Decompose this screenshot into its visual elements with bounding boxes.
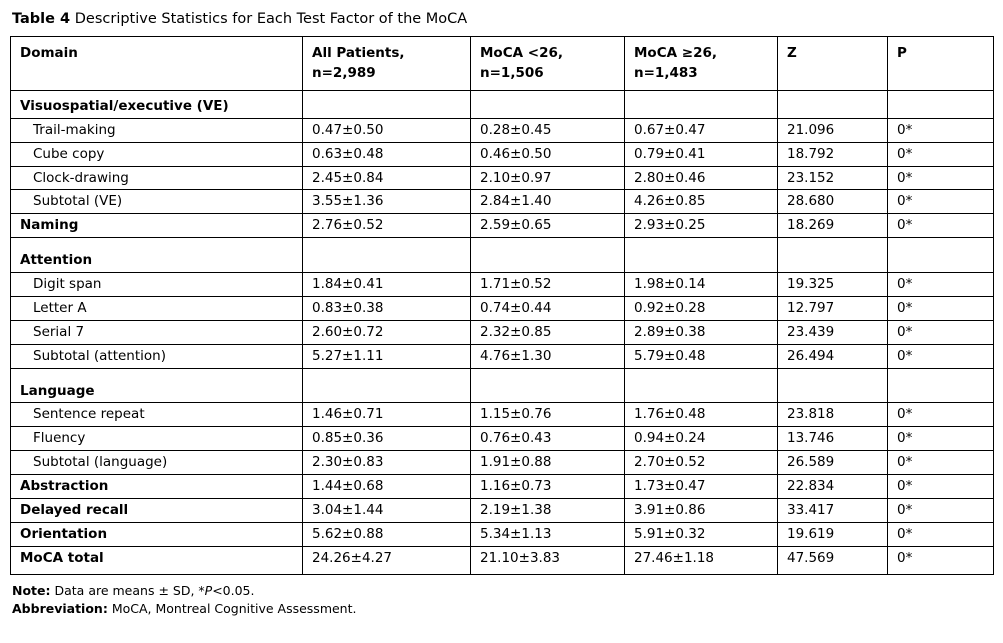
- value-p: 0*: [897, 478, 913, 494]
- value-z-cell: [778, 118, 888, 142]
- value-p-cell: [888, 238, 994, 273]
- value-all-patients: 2.60±0.72: [312, 323, 384, 340]
- row-label-cell: [11, 166, 303, 190]
- value-moca-ge26-cell: [625, 190, 778, 214]
- value-moca-ge26-cell: [625, 475, 778, 499]
- table-row: [11, 368, 994, 403]
- value-moca-ge26-cell: [625, 214, 778, 238]
- row-label: Subtotal (attention): [33, 347, 166, 364]
- value-z-cell: [778, 214, 888, 238]
- row-label-cell: [11, 403, 303, 427]
- value-z-cell: [778, 427, 888, 451]
- value-moca-lt26-cell: [471, 451, 625, 475]
- value-p-cell: [888, 166, 994, 190]
- value-moca-lt26-cell: [471, 475, 625, 499]
- value-all-patients-cell: [303, 403, 471, 427]
- table-row: [11, 118, 994, 142]
- value-p-cell: [888, 344, 994, 368]
- row-label: Delayed recall: [20, 501, 129, 518]
- value-moca-lt26: 5.34±1.13: [480, 525, 552, 542]
- row-label: Language: [20, 382, 95, 399]
- value-moca-ge26-cell: [625, 118, 778, 142]
- value-p: 0*: [897, 169, 913, 186]
- abbreviation-label: Abbreviation:: [12, 600, 108, 616]
- value-moca-lt26-cell: [471, 90, 625, 118]
- header-line1: P: [897, 45, 907, 62]
- value-moca-ge26-cell: [625, 142, 778, 166]
- value-all-patients-cell: [303, 368, 471, 403]
- value-moca-lt26-cell: [471, 118, 625, 142]
- value-z: 26.494: [787, 347, 835, 364]
- value-p: 0*: [897, 347, 913, 364]
- value-moca-lt26-cell: [471, 273, 625, 297]
- value-z: 18.792: [787, 145, 835, 162]
- table-row: [11, 475, 994, 499]
- header-line1: MoCA ≥26,: [634, 45, 717, 62]
- value-p: 0*: [897, 299, 913, 316]
- value-z-cell: [778, 90, 888, 118]
- value-moca-lt26: 0.28±0.45: [480, 121, 552, 138]
- value-z: 21.096: [787, 121, 835, 138]
- value-p-cell: [888, 273, 994, 297]
- table-row: [11, 166, 994, 190]
- value-all-patients-cell: [303, 320, 471, 344]
- row-label-cell: [11, 498, 303, 522]
- value-moca-lt26: 2.32±0.85: [480, 323, 552, 340]
- value-all-patients-cell: [303, 296, 471, 320]
- row-label-cell: [11, 344, 303, 368]
- value-p-cell: [888, 522, 994, 546]
- value-moca-ge26: 27.46±1.18: [634, 549, 715, 566]
- abbreviation-line: [12, 600, 993, 618]
- header-line2: n=1,506: [480, 65, 544, 81]
- header-cell-all-patients: [303, 37, 471, 91]
- value-moca-ge26-cell: [625, 296, 778, 320]
- value-p-cell: [888, 190, 994, 214]
- value-moca-lt26: 2.19±1.38: [480, 501, 552, 518]
- table-row: [11, 190, 994, 214]
- value-moca-ge26-cell: [625, 522, 778, 546]
- value-moca-ge26: 5.91±0.32: [634, 525, 706, 542]
- table-row: [11, 214, 994, 238]
- table-row: [11, 451, 994, 475]
- value-moca-lt26: 1.71±0.52: [480, 276, 552, 292]
- table-row: [11, 142, 994, 166]
- value-moca-ge26-cell: [625, 451, 778, 475]
- value-p-cell: [888, 451, 994, 475]
- value-p: 0*: [897, 549, 913, 566]
- value-moca-ge26: 2.93±0.25: [634, 217, 706, 234]
- header-line1: MoCA <26,: [480, 45, 563, 62]
- value-moca-ge26: 2.89±0.38: [634, 323, 706, 340]
- value-z-cell: [778, 522, 888, 546]
- value-all-patients: 2.45±0.84: [312, 169, 384, 186]
- value-p: 0*: [897, 430, 913, 447]
- table-row: [11, 403, 994, 427]
- value-z: 23.439: [787, 323, 835, 340]
- header-line1: Z: [787, 45, 797, 62]
- value-all-patients: 0.83±0.38: [312, 299, 384, 316]
- header-cell-domain: [11, 37, 303, 91]
- value-all-patients: 1.84±0.41: [312, 276, 384, 292]
- row-label: Naming: [20, 217, 79, 234]
- row-label-cell: [11, 190, 303, 214]
- row-label: Visuospatial/executive (VE): [20, 97, 229, 114]
- value-moca-lt26-cell: [471, 166, 625, 190]
- value-z-cell: [778, 320, 888, 344]
- caption-label: Table 4: [12, 11, 71, 27]
- value-p: 0*: [897, 406, 913, 423]
- value-all-patients-cell: [303, 475, 471, 499]
- value-moca-lt26-cell: [471, 427, 625, 451]
- value-p-cell: [888, 475, 994, 499]
- value-z-cell: [778, 498, 888, 522]
- abbreviation-text: MoCA, Montreal Cognitive Assessment.: [111, 600, 357, 616]
- value-moca-lt26-cell: [471, 403, 625, 427]
- value-moca-lt26-cell: [471, 522, 625, 546]
- value-all-patients: 0.47±0.50: [312, 121, 384, 138]
- value-all-patients: 5.62±0.88: [312, 525, 384, 542]
- value-moca-lt26: 0.74±0.44: [480, 299, 552, 316]
- row-label: Letter A: [33, 299, 87, 316]
- value-moca-lt26: 1.16±0.73: [480, 478, 552, 494]
- value-z-cell: [778, 546, 888, 574]
- value-p-cell: [888, 214, 994, 238]
- value-moca-ge26-cell: [625, 320, 778, 344]
- header-line1: Domain: [20, 45, 78, 62]
- value-p: 0*: [897, 501, 913, 518]
- value-z-cell: [778, 166, 888, 190]
- row-label: Serial 7: [33, 323, 85, 340]
- value-moca-lt26-cell: [471, 368, 625, 403]
- value-all-patients-cell: [303, 166, 471, 190]
- value-all-patients-cell: [303, 451, 471, 475]
- table-row: [11, 546, 994, 574]
- note-text-2: <0.05.: [212, 582, 255, 598]
- row-label-cell: [11, 238, 303, 273]
- value-all-patients-cell: [303, 142, 471, 166]
- value-z: 26.589: [787, 454, 835, 471]
- value-p-cell: [888, 546, 994, 574]
- value-z-cell: [778, 403, 888, 427]
- value-all-patients: 2.76±0.52: [312, 217, 384, 234]
- value-moca-ge26-cell: [625, 166, 778, 190]
- descriptive-statistics-table: [10, 36, 994, 574]
- value-z: 22.834: [787, 478, 835, 494]
- value-z: 18.269: [787, 217, 835, 234]
- value-moca-lt26: 4.76±1.30: [480, 347, 552, 364]
- row-label: Orientation: [20, 525, 108, 542]
- row-label: Sentence repeat: [33, 406, 145, 423]
- value-moca-lt26-cell: [471, 190, 625, 214]
- value-all-patients-cell: [303, 190, 471, 214]
- note-text-1: Data are means ± SD, *: [54, 582, 205, 598]
- value-moca-ge26: 2.70±0.52: [634, 454, 706, 471]
- value-all-patients-cell: [303, 90, 471, 118]
- value-p: 0*: [897, 217, 913, 234]
- value-moca-ge26: 2.80±0.46: [634, 169, 706, 186]
- row-label-cell: [11, 296, 303, 320]
- value-moca-ge26: 1.98±0.14: [634, 276, 706, 292]
- value-p: 0*: [897, 525, 913, 542]
- note-label: Note:: [12, 582, 51, 598]
- value-moca-lt26: 0.76±0.43: [480, 430, 552, 447]
- value-all-patients-cell: [303, 238, 471, 273]
- value-z: 23.152: [787, 169, 835, 186]
- note-italic-p: P: [204, 582, 213, 598]
- value-all-patients: 0.85±0.36: [312, 430, 384, 447]
- row-label: Abstraction: [20, 478, 109, 494]
- value-p-cell: [888, 90, 994, 118]
- value-moca-lt26: 2.59±0.65: [480, 217, 552, 234]
- value-moca-ge26-cell: [625, 498, 778, 522]
- table-body: [11, 90, 994, 574]
- value-moca-lt26-cell: [471, 142, 625, 166]
- row-label-cell: [11, 451, 303, 475]
- value-moca-ge26-cell: [625, 427, 778, 451]
- value-moca-ge26: 0.79±0.41: [634, 145, 706, 162]
- row-label: Subtotal (VE): [33, 193, 123, 210]
- value-moca-lt26-cell: [471, 320, 625, 344]
- value-moca-lt26: 2.84±1.40: [480, 193, 552, 210]
- table-row: [11, 344, 994, 368]
- row-label: Cube copy: [33, 145, 105, 162]
- row-label-cell: [11, 90, 303, 118]
- value-z: 19.619: [787, 525, 835, 542]
- value-all-patients: 3.55±1.36: [312, 193, 384, 210]
- table-header: [11, 37, 994, 91]
- value-moca-ge26: 0.67±0.47: [634, 121, 706, 138]
- value-moca-ge26-cell: [625, 546, 778, 574]
- value-z-cell: [778, 368, 888, 403]
- value-moca-lt26-cell: [471, 238, 625, 273]
- row-label: Attention: [20, 252, 93, 269]
- value-p: 0*: [897, 145, 913, 162]
- row-label: Subtotal (language): [33, 454, 168, 471]
- row-label-cell: [11, 368, 303, 403]
- row-label-cell: [11, 214, 303, 238]
- value-z-cell: [778, 238, 888, 273]
- value-moca-ge26-cell: [625, 403, 778, 427]
- header-row: [11, 37, 994, 91]
- value-p-cell: [888, 498, 994, 522]
- header-line1: All Patients,: [312, 45, 405, 62]
- value-moca-lt26: 21.10±3.83: [480, 549, 561, 566]
- value-all-patients: 5.27±1.11: [312, 347, 384, 364]
- value-moca-ge26: 4.26±0.85: [634, 193, 706, 210]
- value-moca-lt26: 0.46±0.50: [480, 145, 552, 162]
- header-line2: n=2,989: [312, 65, 376, 81]
- table-notes: [12, 582, 993, 618]
- row-label: Fluency: [33, 430, 86, 447]
- value-z-cell: [778, 190, 888, 214]
- value-z-cell: [778, 273, 888, 297]
- value-all-patients: 24.26±4.27: [312, 549, 393, 566]
- value-z: 13.746: [787, 430, 835, 447]
- value-moca-ge26-cell: [625, 90, 778, 118]
- value-all-patients-cell: [303, 498, 471, 522]
- table-row: [11, 498, 994, 522]
- value-all-patients-cell: [303, 427, 471, 451]
- value-all-patients: 2.30±0.83: [312, 454, 384, 471]
- row-label-cell: [11, 427, 303, 451]
- value-p: 0*: [897, 276, 913, 292]
- row-label: Trail-making: [33, 121, 116, 138]
- value-z-cell: [778, 475, 888, 499]
- value-p: 0*: [897, 121, 913, 138]
- value-z: 28.680: [787, 193, 835, 210]
- value-moca-lt26: 1.91±0.88: [480, 454, 552, 471]
- value-moca-lt26-cell: [471, 296, 625, 320]
- value-p-cell: [888, 427, 994, 451]
- value-moca-ge26-cell: [625, 273, 778, 297]
- value-all-patients: 1.46±0.71: [312, 406, 384, 423]
- value-all-patients-cell: [303, 344, 471, 368]
- header-cell-moca-ge26: [625, 37, 778, 91]
- note-line: [12, 582, 993, 600]
- value-all-patients-cell: [303, 118, 471, 142]
- row-label: Clock-drawing: [33, 169, 129, 186]
- value-all-patients: 0.63±0.48: [312, 145, 384, 162]
- value-moca-ge26: 5.79±0.48: [634, 347, 706, 364]
- caption-text: Descriptive Statistics for Each Test Factor of the MoCA: [74, 11, 468, 27]
- value-moca-ge26: 0.92±0.28: [634, 299, 706, 316]
- value-z-cell: [778, 451, 888, 475]
- value-p-cell: [888, 320, 994, 344]
- value-all-patients-cell: [303, 522, 471, 546]
- value-z: 19.325: [787, 276, 835, 292]
- value-moca-lt26: 2.10±0.97: [480, 169, 552, 186]
- value-moca-ge26-cell: [625, 238, 778, 273]
- header-cell-p: [888, 37, 994, 91]
- row-label-cell: [11, 546, 303, 574]
- value-all-patients-cell: [303, 546, 471, 574]
- table-row: [11, 273, 994, 297]
- row-label: MoCA total: [20, 549, 104, 566]
- row-label-cell: [11, 522, 303, 546]
- row-label-cell: [11, 142, 303, 166]
- table-row: [11, 238, 994, 273]
- header-cell-moca-lt26: [471, 37, 625, 91]
- value-all-patients-cell: [303, 273, 471, 297]
- value-z: 33.417: [787, 501, 835, 518]
- value-z-cell: [778, 142, 888, 166]
- row-label-cell: [11, 273, 303, 297]
- value-p: 0*: [897, 193, 913, 210]
- value-moca-ge26: 3.91±0.86: [634, 501, 706, 518]
- value-moca-ge26-cell: [625, 344, 778, 368]
- value-p-cell: [888, 368, 994, 403]
- value-p-cell: [888, 403, 994, 427]
- table-caption: [12, 10, 993, 28]
- value-p-cell: [888, 142, 994, 166]
- value-z: 47.569: [787, 549, 835, 566]
- value-p-cell: [888, 118, 994, 142]
- value-moca-ge26: 1.73±0.47: [634, 478, 706, 494]
- table-row: [11, 427, 994, 451]
- row-label: Digit span: [33, 276, 102, 292]
- row-label-cell: [11, 475, 303, 499]
- value-z-cell: [778, 344, 888, 368]
- value-p-cell: [888, 296, 994, 320]
- table-row: [11, 320, 994, 344]
- value-moca-ge26: 1.76±0.48: [634, 406, 706, 423]
- value-all-patients-cell: [303, 214, 471, 238]
- value-moca-lt26-cell: [471, 214, 625, 238]
- value-z: 23.818: [787, 406, 835, 423]
- value-moca-lt26-cell: [471, 498, 625, 522]
- table-row: [11, 296, 994, 320]
- value-p: 0*: [897, 454, 913, 471]
- value-moca-lt26-cell: [471, 344, 625, 368]
- value-z: 12.797: [787, 299, 835, 316]
- value-z-cell: [778, 296, 888, 320]
- value-all-patients: 1.44±0.68: [312, 478, 384, 494]
- value-moca-ge26: 0.94±0.24: [634, 430, 706, 447]
- value-moca-lt26-cell: [471, 546, 625, 574]
- table-row: [11, 522, 994, 546]
- table-row: [11, 90, 994, 118]
- value-p: 0*: [897, 323, 913, 340]
- value-moca-lt26: 1.15±0.76: [480, 406, 552, 423]
- value-all-patients: 3.04±1.44: [312, 501, 384, 518]
- row-label-cell: [11, 320, 303, 344]
- header-line2: n=1,483: [634, 65, 698, 81]
- value-moca-ge26-cell: [625, 368, 778, 403]
- row-label-cell: [11, 118, 303, 142]
- header-cell-z: [778, 37, 888, 91]
